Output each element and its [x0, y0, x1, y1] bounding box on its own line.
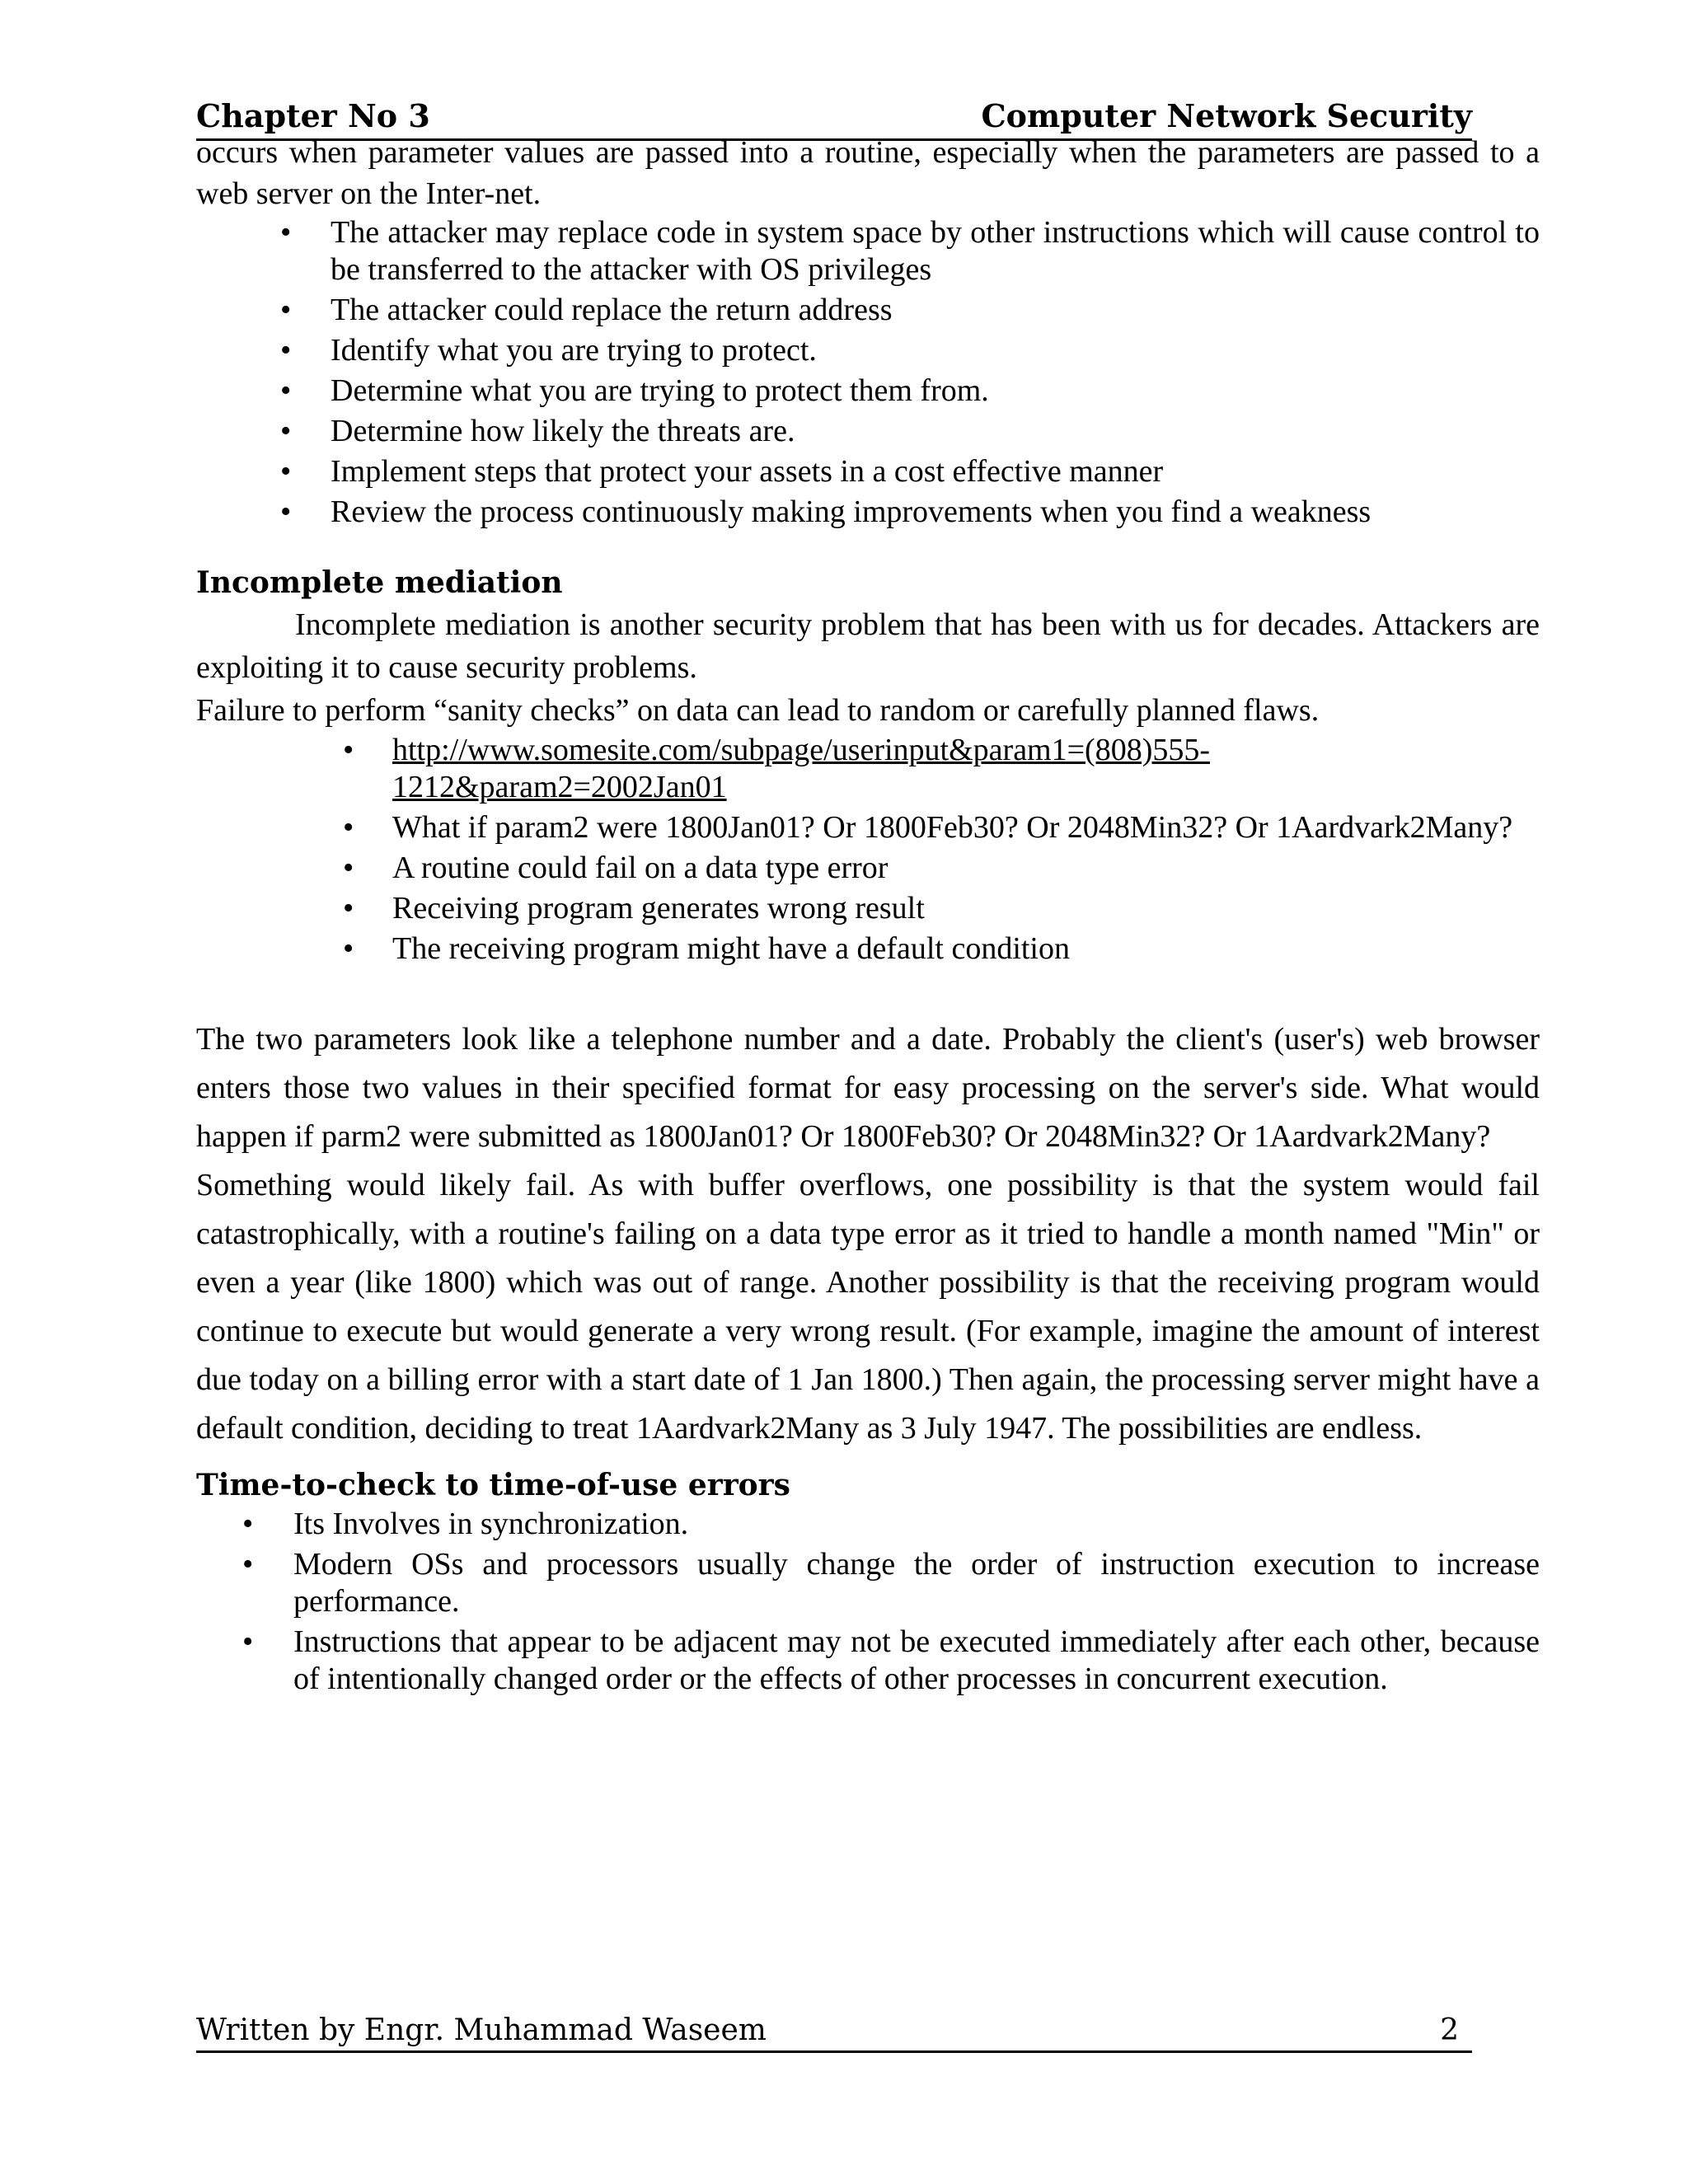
bullet-icon: •	[343, 931, 354, 966]
chapter-title: Chapter No 3	[196, 97, 430, 134]
bullet-icon: •	[343, 851, 354, 885]
mediation-bullet-list	[196, 732, 1540, 968]
bullet-icon: •	[242, 1507, 254, 1541]
author-credit: Written by Engr. Muhammad Waseem	[196, 2013, 767, 2047]
list-item	[196, 809, 1540, 846]
list-item	[196, 413, 1540, 450]
list-item	[196, 890, 1540, 927]
list-item	[196, 850, 1540, 887]
list-item	[196, 1624, 1540, 1698]
list-item-text: What if param2 were 1800Jan01? Or 1800Feb30? Or 2048Min32? Or 1Aardvark2Many?	[392, 810, 1513, 845]
sanity-check-line: Failure to perform “sanity checks” on data can lead to random or carefully planned flaws.	[196, 693, 1320, 728]
opening-paragraph: occurs when parameter values are passed into a routine, especially when the parameters are passed to a web server on the Inter-net.	[196, 135, 1540, 211]
list-item-text: Implement steps that protect your assets in a cost effective manner	[331, 454, 1164, 489]
list-item	[196, 373, 1540, 410]
toctou-bullet-list	[196, 1506, 1540, 1698]
list-item	[196, 453, 1540, 490]
list-item-text: The attacker may replace code in system space by other instructions which will cause control to be transferred to the attacker with OS privileges	[331, 215, 1540, 287]
bullet-icon: •	[242, 1547, 254, 1582]
page-content	[196, 132, 1540, 1701]
list-item	[196, 732, 1540, 806]
attack-bullet-list	[196, 214, 1540, 531]
list-item-text: Identify what you are trying to protect.	[331, 333, 817, 368]
list-item-text: Modern OSs and processors usually change the order of instruction execution to increase performance.	[293, 1547, 1540, 1619]
parameters-paragraph: The two parameters look like a telephone number and a date. Probably the client's (user's) web browser enters those two values in their specified format for easy processing on the server's side. What would happen if parm2 were submitted as 1800Jan01? Or 1800Feb30? Or 2048Min32? Or 1Aardvark2Many?	[196, 1022, 1540, 1154]
list-item	[196, 332, 1540, 369]
bullet-icon: •	[343, 733, 354, 767]
bullet-icon: •	[343, 810, 354, 845]
page-number: 2	[1440, 2013, 1459, 2047]
toctou-heading: Time-to-check to time-of-use errors	[196, 1468, 790, 1502]
bullet-icon: •	[280, 454, 292, 489]
bullet-icon: •	[280, 215, 292, 250]
incomplete-mediation-intro: Incomplete mediation is another security problem that has been with us for decades. Attackers are exploiting it to cause security problems.	[196, 607, 1540, 685]
list-item-text: The attacker could replace the return address	[331, 293, 893, 327]
list-item	[196, 930, 1540, 968]
list-item-text: The receiving program might have a default condition	[392, 931, 1070, 966]
bullet-icon: •	[280, 293, 292, 327]
bullet-icon: •	[280, 333, 292, 368]
subject-title: Computer Network Security	[981, 97, 1472, 134]
bullet-icon: •	[343, 891, 354, 926]
list-item-text: Determine how likely the threats are.	[331, 414, 795, 448]
list-item-text: Instructions that appear to be adjacent may not be executed immediately after each other, because of intentionally changed order or the effects of other processes in concurrent execution.	[293, 1624, 1540, 1696]
list-item	[196, 1546, 1540, 1620]
failure-paragraph: Something would likely fail. As with buffer overflows, one possibility is that the system would fail catastrophically, with a routine's failing on a data type error as it tried to handle a month named "Min" or even a year (like 1800) which was out of range. Another possibility is that the receiving program would continue to execute but would generate a very wrong result. (For example, imagine the amount of interest due today on a billing error with a start date of 1 Jan 1800.) Then again, the processing server might have a default condition, deciding to treat 1Aardvark2Many as 3 July 1947. The possibilities are endless.	[196, 1168, 1540, 1446]
bullet-icon: •	[242, 1624, 254, 1659]
incomplete-mediation-heading: Incomplete mediation	[196, 565, 563, 600]
list-item-text: Determine what you are trying to protect them from.	[331, 373, 989, 408]
example-url-link[interactable]: http://www.somesite.com/subpage/userinput&param1=(808)555-1212&param2=2002Jan01	[392, 733, 1211, 804]
bullet-icon: •	[280, 373, 292, 408]
list-item-text: Its Involves in synchronization.	[293, 1507, 689, 1541]
list-item	[196, 1506, 1540, 1543]
list-item-text: A routine could fail on a data type error	[392, 851, 889, 885]
bullet-icon: •	[280, 494, 292, 529]
list-item	[196, 494, 1540, 531]
list-item-text: Review the process continuously making improvements when you find a weakness	[331, 494, 1372, 529]
page-footer	[196, 2011, 1472, 2053]
list-item-text: Receiving program generates wrong result	[392, 891, 925, 926]
bullet-icon: •	[280, 414, 292, 448]
list-item	[196, 292, 1540, 329]
list-item	[196, 214, 1540, 288]
